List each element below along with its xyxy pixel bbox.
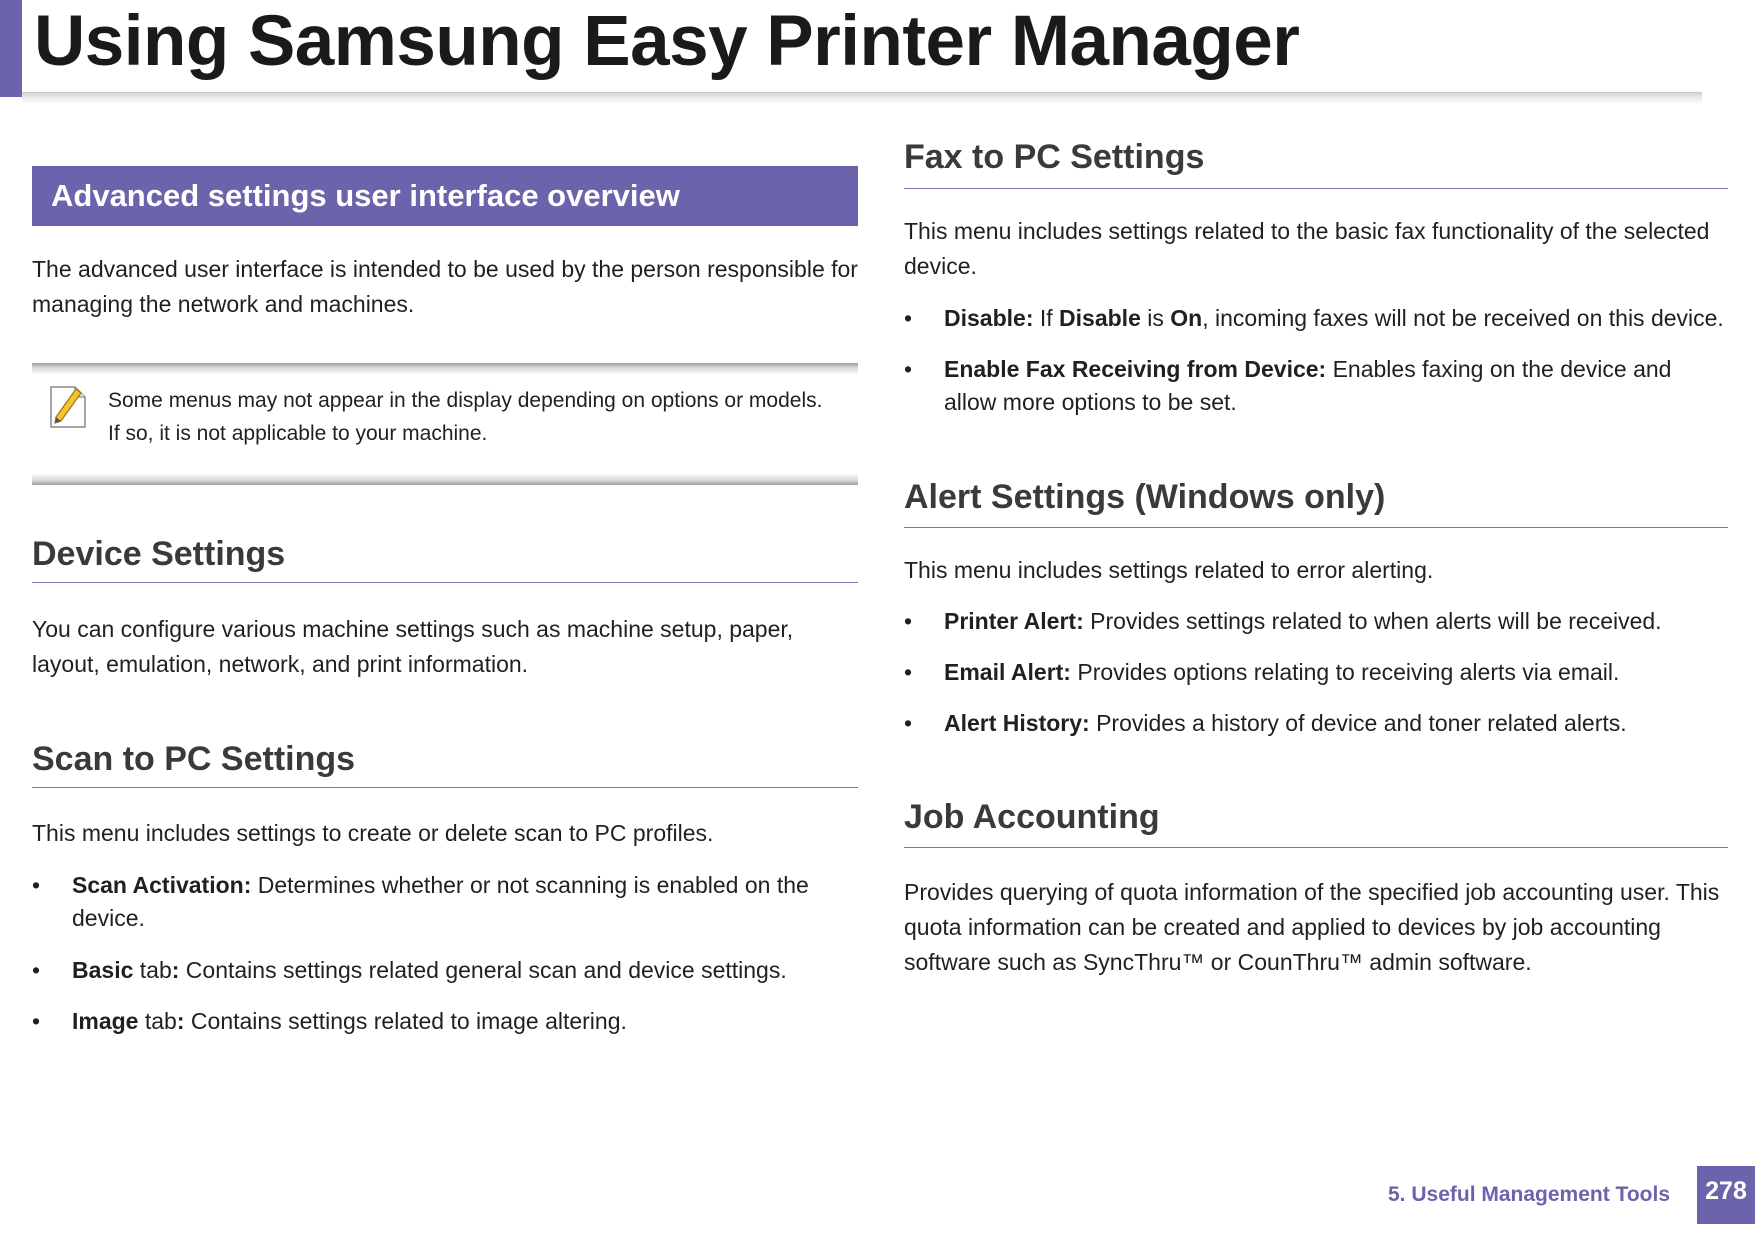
bullet-icon: •	[32, 872, 41, 898]
item-term: On	[1170, 305, 1203, 331]
note-box	[32, 363, 858, 485]
scan-to-pc-list	[32, 869, 858, 1038]
list-item	[904, 707, 1728, 740]
device-settings-body: You can configure various machine settings such as machine setup, paper, layout, emulation, network, and print information.	[32, 616, 794, 677]
scan-to-pc-heading: Scan to PC Settings	[32, 740, 356, 778]
item-text: Enables faxing on the device and allow more options to be set.	[944, 356, 1672, 415]
footer-chapter: 5. Useful Management Tools	[1388, 1183, 1670, 1206]
item-term: Scan Activation:	[72, 872, 252, 898]
item-term: Email Alert:	[944, 659, 1071, 685]
bullet-icon: •	[32, 1008, 41, 1034]
section-banner: Advanced settings user interface overview	[32, 166, 858, 226]
item-term: Disable	[1059, 305, 1141, 331]
bullet-icon: •	[904, 710, 913, 736]
page-title: Using Samsung Easy Printer Manager	[34, 2, 1300, 81]
note-top-rule	[32, 363, 858, 375]
job-accounting-heading: Job Accounting	[904, 798, 1160, 836]
item-colon: :	[171, 957, 180, 983]
bullet-icon: •	[904, 608, 913, 634]
bullet-icon: •	[904, 305, 913, 331]
bullet-icon: •	[904, 356, 913, 382]
list-item	[904, 656, 1728, 689]
item-text: Provides options relating to receiving alerts via email.	[1070, 659, 1620, 685]
item-mid: tab	[138, 1008, 177, 1034]
list-item	[32, 869, 858, 935]
alert-settings-rule	[904, 527, 1728, 528]
scan-to-pc-rule	[32, 787, 858, 788]
item-text: Contains settings related general scan and device settings.	[179, 957, 787, 983]
alert-settings-list	[904, 605, 1728, 740]
item-mid: tab	[133, 957, 172, 983]
item-term: Enable Fax Receiving from Device:	[944, 356, 1327, 382]
list-item	[32, 1005, 858, 1038]
alert-settings-heading: Alert Settings (Windows only)	[904, 478, 1386, 516]
item-colon: :	[176, 1008, 185, 1034]
alert-settings-body: This menu includes settings related to error alerting.	[904, 557, 1434, 583]
item-term: Basic	[72, 957, 134, 983]
fax-to-pc-body: This menu includes settings related to the basic fax functionality of the selected device.	[904, 218, 1710, 279]
scan-to-pc-body: This menu includes settings to create or delete scan to PC profiles.	[32, 820, 714, 846]
list-item	[904, 605, 1728, 638]
job-accounting-body: Provides querying of quota information of the specified job accounting user. This quota information can be created and applied to devices by job accounting software such as SyncThru™ or CounThru™ admin software.	[904, 879, 1720, 975]
note-bottom-rule	[32, 473, 858, 485]
bullet-icon: •	[904, 659, 913, 685]
item-text: Contains settings related to image altering.	[184, 1008, 627, 1034]
list-item	[904, 353, 1728, 419]
bullet-icon: •	[32, 957, 41, 983]
page-number: 278	[1697, 1166, 1755, 1224]
intro-paragraph: The advanced user interface is intended to be used by the person responsible for managing the network and machines.	[32, 256, 858, 317]
list-item	[904, 302, 1728, 335]
fax-to-pc-rule	[904, 188, 1728, 189]
item-term: Image	[72, 1008, 139, 1034]
device-settings-heading: Device Settings	[32, 535, 286, 573]
item-text: Determines whether or not scanning is enabled on the device.	[72, 872, 809, 931]
item-term: Printer Alert:	[944, 608, 1084, 634]
note-pencil-icon	[48, 383, 88, 431]
list-item	[32, 954, 858, 987]
item-text: , incoming faxes will not be received on this device.	[1202, 305, 1724, 331]
job-accounting-rule	[904, 847, 1728, 848]
fax-to-pc-heading: Fax to PC Settings	[904, 138, 1205, 176]
fax-to-pc-list	[904, 302, 1728, 419]
item-text: is	[1140, 305, 1171, 331]
item-term: Alert History:	[944, 710, 1090, 736]
device-settings-rule	[32, 582, 858, 583]
note-text: Some menus may not appear in the display depending on options or models. If so, it is not applicable to your machine.	[108, 389, 823, 445]
item-text: Provides settings related to when alerts will be received.	[1083, 608, 1662, 634]
left-accent-bar	[0, 0, 22, 97]
item-term: Disable:	[944, 305, 1034, 331]
item-text: If	[1033, 305, 1060, 331]
title-rule	[22, 92, 1702, 105]
item-text: Provides a history of device and toner related alerts.	[1089, 710, 1627, 736]
